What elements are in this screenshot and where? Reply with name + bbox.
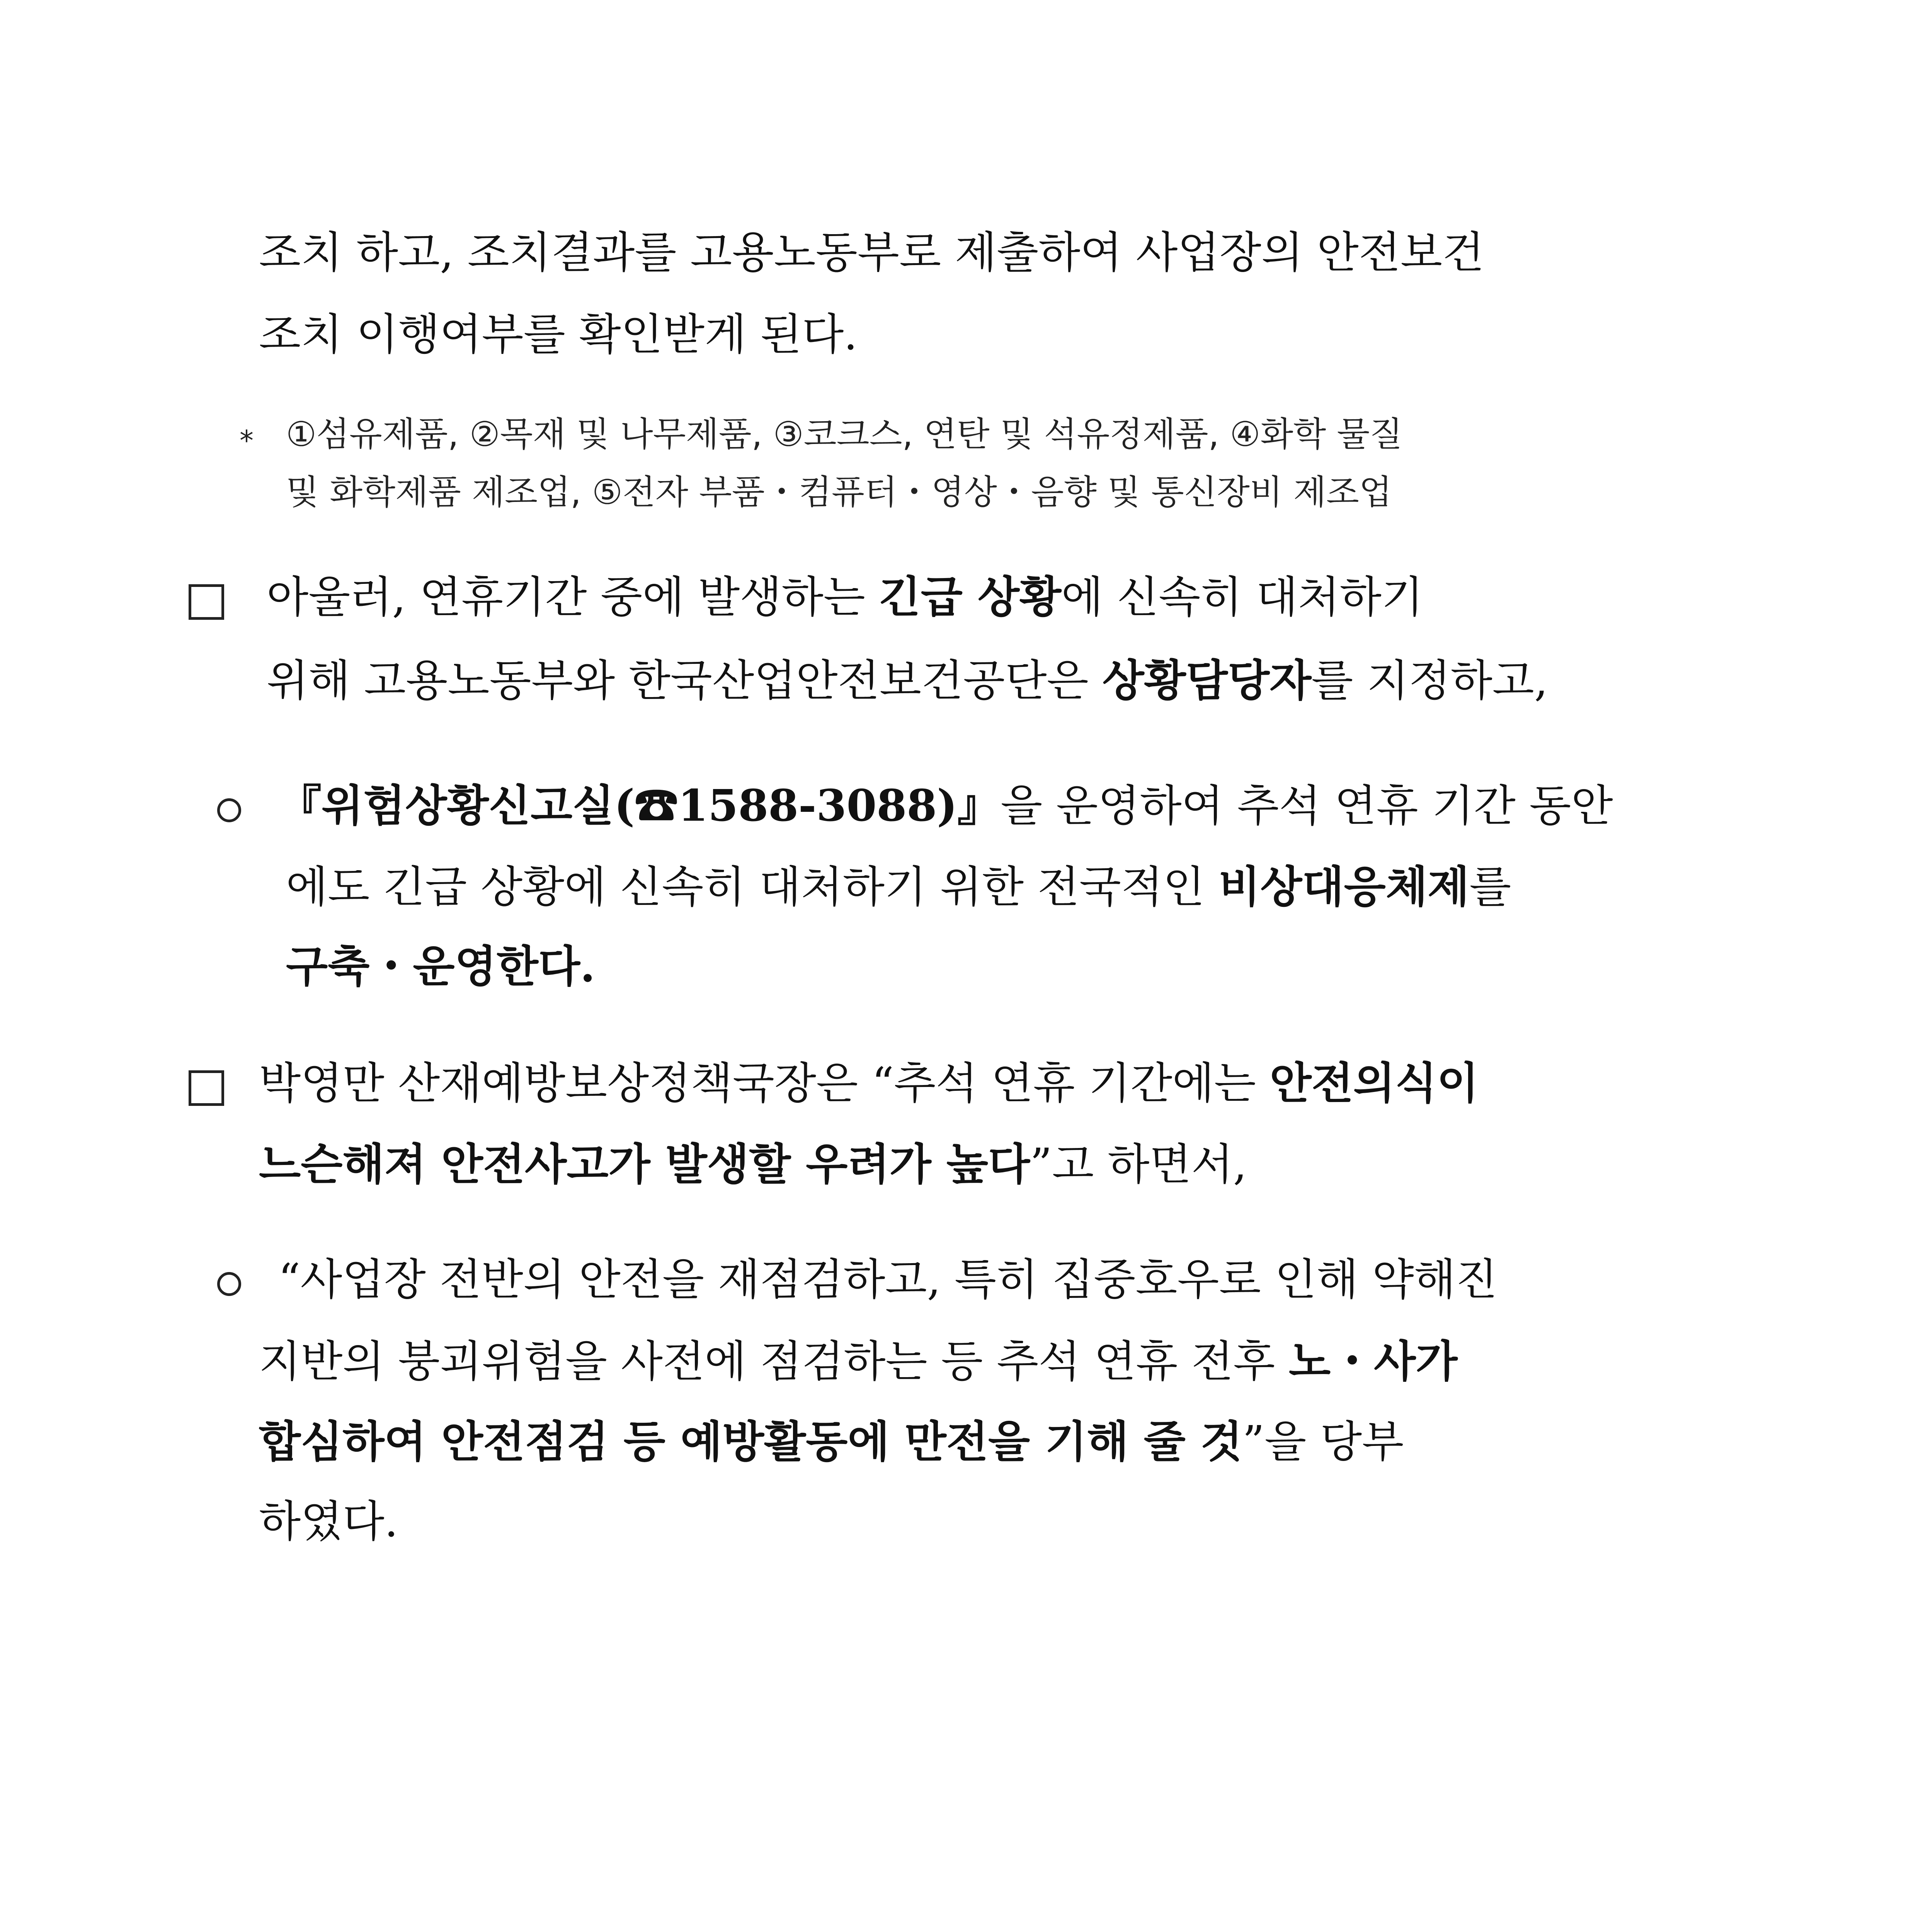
square-bullet-icon [189,584,224,620]
emphasis-text: 노・사가 [1289,1336,1458,1387]
emphasis-text: 비상대응체제 [1218,862,1470,912]
circle-bullet-icon [217,798,241,822]
square-bullet-icon [189,1070,224,1106]
text: 박영만 산재예방보상정책국장은 “추석 연휴 기간에는 [259,1058,1270,1109]
text: 아울러, 연휴기간 중에 발생하는 [267,572,879,622]
footnote-line-1: ①섬유제품, ②목재 및 나무제품, ③코크스, 연탄 및 석유정제품, ④화학 물질 [286,414,1403,454]
emphasis-text: 느슨해져 안전사고가 발생할 우려가 높다 [259,1139,1030,1190]
footnote-line-2: 및 화학제품 제조업, ⑤전자 부품・컴퓨터・영상・음향 및 통신장비 제조업 [286,472,1392,512]
emphasis-text: 안전의식이 [1269,1058,1479,1109]
hotline-name: 『위험상황신고실(☎1588-3088)』 [278,781,1001,831]
emphasis-text: 긴급 상황 [879,572,1062,622]
paragraph-4-line-1 [259,1058,1479,1109]
text: 를 [1469,862,1511,912]
text: 에 신속히 대처하기 [1061,572,1424,622]
text: ”고 하면서, [1030,1139,1247,1190]
text: 지반의 붕괴위험을 사전에 점검하는 등 추석 연휴 전후 [259,1337,1289,1387]
paragraph-5-line-3 [259,1417,1404,1467]
paragraph-5-line-2 [259,1336,1458,1387]
text: 를 지정하고, [1311,656,1548,706]
paragraph-4-line-2 [259,1139,1247,1190]
paragraph-5-line-1: “사업장 전반의 안전을 재점검하고, 특히 집중호우로 인해 약해진 [278,1255,1498,1305]
paragraph-3-line-2 [286,862,1511,912]
circle-bullet-icon [217,1272,241,1296]
text: ”을 당부 [1242,1417,1404,1467]
text: 에도 긴급 상황에 신속히 대처하기 위한 전국적인 [286,862,1219,912]
text: 을 운영하여 추석 연휴 기간 동안 [1001,781,1613,831]
paragraph-5-line-4: 하였다. [259,1497,398,1547]
paragraph-continuation-line-2 [259,310,858,360]
paragraph-3-line-1 [278,781,1613,831]
paragraph-2-line-2 [267,655,1548,706]
text: 조치 이행여부를 확인받게 된다. [259,310,858,360]
text: 조치 하고, 조치결과를 고용노동부로 제출하여 사업장의 안전보건 [259,228,1484,278]
footnote-asterisk: * [240,424,254,457]
emphasis-text: 상황담당자 [1102,655,1312,706]
text: 위해 고용노동부와 한국산업안전보건공단은 [267,656,1103,706]
paragraph-2-line-1 [267,572,1424,622]
emphasis-text: 합심하여 안전점검 등 예방활동에 만전을 기해 줄 것 [259,1417,1242,1467]
paragraph-continuation-line-1 [259,228,1484,278]
paragraph-3-line-3: 구축・운영한다. [286,941,596,992]
